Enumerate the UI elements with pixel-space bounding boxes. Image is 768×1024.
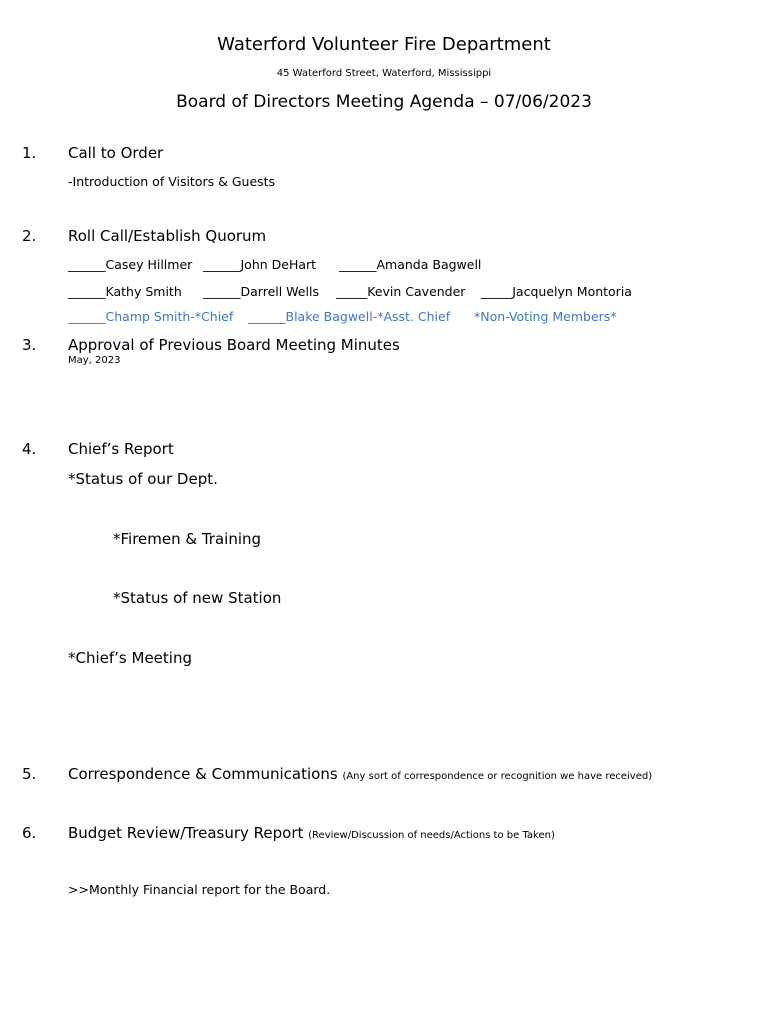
roll-call-entry: _____Kevin Cavender xyxy=(336,284,466,299)
item-number-5: 5. xyxy=(22,765,37,783)
item-title-chiefs-report: Chief’s Report xyxy=(68,440,174,458)
roll-call-entry: _____Jacquelyn Montoria xyxy=(481,284,632,299)
item-number-4: 4. xyxy=(22,440,37,458)
organization-name: Waterford Volunteer Fire Department xyxy=(217,34,551,55)
item-number-1: 1. xyxy=(22,144,37,162)
roll-call-entry: ______Darrell Wells xyxy=(203,284,319,299)
non-voting-members-note: *Non-Voting Members* xyxy=(474,309,617,324)
meeting-title: Board of Directors Meeting Agenda – 07/06/2023 xyxy=(176,92,592,112)
item-title-roll-call: Roll Call/Establish Quorum xyxy=(68,227,267,245)
item-sub-introductions: -Introduction of Visitors & Guests xyxy=(68,174,276,189)
roll-call-entry: ______Amanda Bagwell xyxy=(339,257,482,272)
roll-call-entry: ______Kathy Smith xyxy=(68,284,182,299)
item-title-budget-review xyxy=(68,824,555,842)
item-note: (Any sort of correspondence or recognition we have received) xyxy=(342,771,653,782)
item-title-text: Correspondence & Communications xyxy=(68,765,338,783)
roll-call-entry-non-voting: ______Blake Bagwell-*Asst. Chief xyxy=(248,309,451,324)
item-note: (Review/Discussion of needs/Actions to be Taken) xyxy=(308,830,555,841)
report-point-new-station: *Status of new Station xyxy=(113,589,282,607)
item-title-correspondence xyxy=(68,765,652,783)
report-point-chiefs-meeting: *Chief’s Meeting xyxy=(68,649,192,667)
item-title-call-to-order: Call to Order xyxy=(68,144,164,162)
roll-call-entry-non-voting: ______Champ Smith-*Chief xyxy=(68,309,234,324)
organization-address: 45 Waterford Street, Waterford, Mississippi xyxy=(276,68,492,79)
roll-call-entry: ______Casey Hillmer xyxy=(68,257,193,272)
item-number-6: 6. xyxy=(22,824,37,842)
report-point-firemen-training: *Firemen & Training xyxy=(113,530,262,548)
item-title-approval-minutes: Approval of Previous Board Meeting Minutes xyxy=(68,336,400,354)
item-title-text: Budget Review/Treasury Report xyxy=(68,824,304,842)
item-sub-minutes-date: May, 2023 xyxy=(68,355,121,366)
item-number-3: 3. xyxy=(22,336,37,354)
roll-call-entry: ______John DeHart xyxy=(203,257,317,272)
report-point-dept-status: *Status of our Dept. xyxy=(68,470,218,488)
item-sub-financial-report: >>Monthly Financial report for the Board. xyxy=(68,882,331,897)
item-number-2: 2. xyxy=(22,227,37,245)
